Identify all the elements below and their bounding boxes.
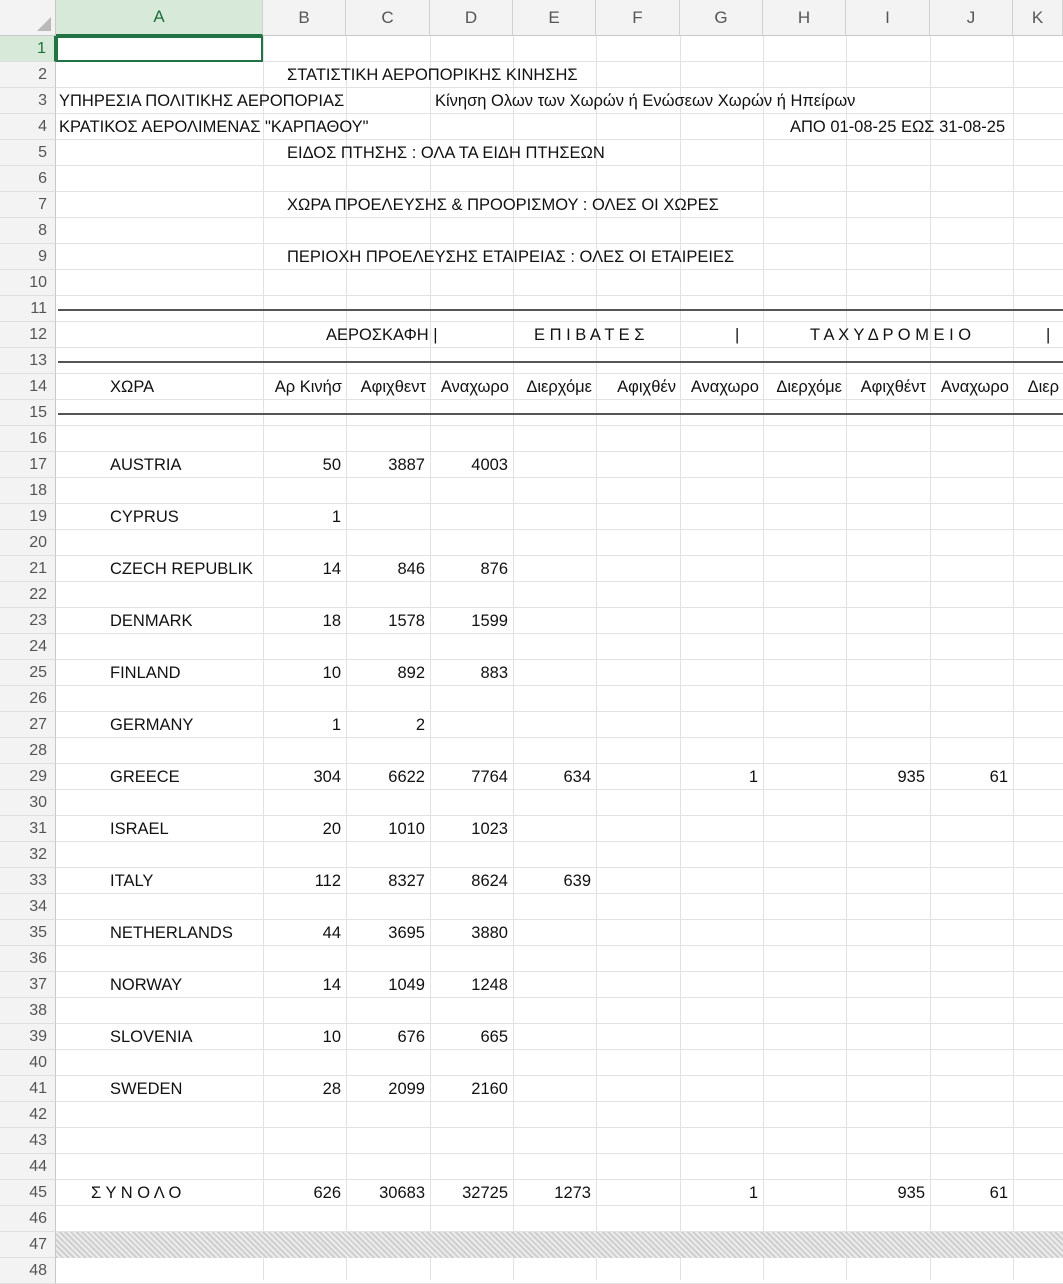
country-cell: ITALY bbox=[110, 872, 154, 890]
value-cell-d: 7764 bbox=[471, 768, 508, 786]
column-gridline bbox=[680, 36, 681, 1280]
column-header-j[interactable]: J bbox=[930, 0, 1013, 36]
row-header-8[interactable]: 8 bbox=[0, 218, 56, 244]
column-header-a[interactable]: A bbox=[56, 0, 263, 36]
column-header-g[interactable]: G bbox=[680, 0, 763, 36]
total-cell-g: 1 bbox=[748, 1184, 758, 1202]
value-cell-b: 10 bbox=[322, 664, 341, 682]
row-header-37[interactable]: 37 bbox=[0, 972, 56, 998]
column-gridline bbox=[513, 36, 514, 1280]
row-header-14[interactable]: 14 bbox=[0, 374, 56, 400]
value-cell-d: 4003 bbox=[471, 456, 508, 474]
group-mail: Τ Α Χ Υ Δ Ρ Ο Μ Ε Ι Ο bbox=[810, 326, 972, 344]
report-title: ΣΤΑΤΙΣΤΙΚΗ ΑΕΡΟΠΟΡΙΚΗΣ ΚΙΝΗΣΗΣ bbox=[287, 66, 578, 84]
value-cell-c: 2099 bbox=[388, 1080, 425, 1098]
country-filter: ΧΩΡΑ ΠΡΟΕΛΕΥΣΗΣ & ΠΡΟΟΡΙΣΜΟΥ : ΟΛΕΣ ΟΙ ΧΩΡΕΣ bbox=[287, 196, 719, 214]
country-cell: AUSTRIA bbox=[110, 456, 182, 474]
row-header-38[interactable]: 38 bbox=[0, 998, 56, 1024]
value-cell-b: 28 bbox=[322, 1080, 341, 1098]
row-header-17[interactable]: 17 bbox=[0, 452, 56, 478]
column-header-i[interactable]: I bbox=[846, 0, 930, 36]
select-all-corner[interactable] bbox=[0, 0, 56, 36]
country-cell: DENMARK bbox=[110, 612, 193, 630]
row-header-47[interactable]: 47 bbox=[0, 1232, 56, 1258]
country-cell: ISRAEL bbox=[110, 820, 169, 838]
value-cell-b: 44 bbox=[322, 924, 341, 942]
value-cell-c: 8327 bbox=[388, 872, 425, 890]
value-cell-b: 304 bbox=[313, 768, 341, 786]
row-header-13[interactable]: 13 bbox=[0, 348, 56, 374]
value-cell-b: 50 bbox=[322, 456, 341, 474]
date-range: ΑΠΟ 01-08-25 ΕΩΣ 31-08-25 bbox=[790, 118, 1006, 136]
row-header-16[interactable]: 16 bbox=[0, 426, 56, 452]
header-j: Αναχωρο bbox=[940, 378, 1009, 396]
country-cell: SLOVENIA bbox=[110, 1028, 193, 1046]
column-gridline bbox=[596, 36, 597, 1280]
country-cell: SWEDEN bbox=[110, 1080, 183, 1098]
value-cell-c: 1049 bbox=[388, 976, 425, 994]
row-header-7[interactable]: 7 bbox=[0, 192, 56, 218]
country-cell: NORWAY bbox=[110, 976, 183, 994]
row-header-4[interactable]: 4 bbox=[0, 114, 56, 140]
value-cell-c: 2 bbox=[415, 716, 425, 734]
row-header-3[interactable]: 3 bbox=[0, 88, 56, 114]
value-cell-b: 18 bbox=[322, 612, 341, 630]
value-cell-d: 1248 bbox=[471, 976, 508, 994]
value-cell-d: 1599 bbox=[471, 612, 508, 630]
row-header-19[interactable]: 19 bbox=[0, 504, 56, 530]
value-cell-d: 2160 bbox=[471, 1080, 508, 1098]
column-header-f[interactable]: F bbox=[596, 0, 680, 36]
row-header-2[interactable]: 2 bbox=[0, 62, 56, 88]
row-header-33[interactable]: 33 bbox=[0, 868, 56, 894]
country-cell: GERMANY bbox=[110, 716, 194, 734]
row-header-35[interactable]: 35 bbox=[0, 920, 56, 946]
header-e: Διερχόμε bbox=[526, 378, 592, 396]
total-cell-j: 61 bbox=[989, 1184, 1008, 1202]
value-cell-d: 8624 bbox=[471, 872, 508, 890]
separator-line bbox=[58, 400, 1063, 426]
total-cell-c: 30683 bbox=[379, 1184, 425, 1202]
hatched-row bbox=[56, 1232, 1063, 1258]
group-separator: | bbox=[1046, 326, 1051, 344]
row-header-24[interactable]: 24 bbox=[0, 634, 56, 660]
column-gridline bbox=[930, 36, 931, 1280]
value-cell-b: 14 bbox=[322, 560, 341, 578]
row-header-40[interactable]: 40 bbox=[0, 1050, 56, 1076]
row-header-23[interactable]: 23 bbox=[0, 608, 56, 634]
column-gridline bbox=[763, 36, 764, 1280]
header-c: Αφιχθεντ bbox=[360, 378, 426, 396]
row-gridline bbox=[56, 1127, 1063, 1128]
value-cell-c: 6622 bbox=[388, 768, 425, 786]
service-name: ΥΠΗΡΕΣΙΑ ΠΟΛΙΤΙΚΗΣ ΑΕΡΟΠΟΡΙΑΣ bbox=[59, 92, 345, 110]
row-header-21[interactable]: 21 bbox=[0, 556, 56, 582]
value-cell-c: 1578 bbox=[388, 612, 425, 630]
value-cell-b: 112 bbox=[314, 872, 341, 890]
cell-grid[interactable] bbox=[56, 36, 1063, 1280]
value-cell-d: 883 bbox=[480, 664, 508, 682]
row-header-43[interactable]: 43 bbox=[0, 1128, 56, 1154]
row-header-22[interactable]: 22 bbox=[0, 582, 56, 608]
total-cell-e: 1273 bbox=[554, 1184, 591, 1202]
value-cell-c: 3695 bbox=[388, 924, 425, 942]
row-header-6[interactable]: 6 bbox=[0, 166, 56, 192]
group-passengers: Ε Π Ι Β Α Τ Ε Σ bbox=[534, 326, 645, 344]
row-header-12[interactable]: 12 bbox=[0, 322, 56, 348]
row-header-5[interactable]: 5 bbox=[0, 140, 56, 166]
flight-type: ΕΙΔΟΣ ΠΤΗΣΗΣ : ΟΛΑ ΤΑ ΕΙΔΗ ΠΤΗΣΕΩΝ bbox=[287, 144, 605, 162]
row-header-44[interactable]: 44 bbox=[0, 1154, 56, 1180]
value-cell-j: 61 bbox=[989, 768, 1008, 786]
header-k: Διερ bbox=[1027, 378, 1059, 396]
country-cell: CZECH REPUBLIK bbox=[110, 560, 254, 578]
row-header-15[interactable]: 15 bbox=[0, 400, 56, 426]
row-header-39[interactable]: 39 bbox=[0, 1024, 56, 1050]
row-header-10[interactable]: 10 bbox=[0, 270, 56, 296]
column-header-h[interactable]: H bbox=[763, 0, 846, 36]
row-header-26[interactable]: 26 bbox=[0, 686, 56, 712]
separator-line bbox=[58, 348, 1063, 374]
total-cell-i: 935 bbox=[897, 1184, 925, 1202]
value-cell-c: 676 bbox=[397, 1028, 425, 1046]
airport-name: ΚΡΑΤΙΚΟΣ ΑΕΡΟΛΙΜΕΝΑΣ "ΚΑΡΠΑΘΟΥ" bbox=[59, 118, 369, 136]
value-cell-c: 846 bbox=[397, 560, 425, 578]
country-cell: GREECE bbox=[110, 768, 180, 786]
row-header-45[interactable]: 45 bbox=[0, 1180, 56, 1206]
row-header-30[interactable]: 30 bbox=[0, 790, 56, 816]
row-header-34[interactable]: 34 bbox=[0, 894, 56, 920]
value-cell-i: 935 bbox=[897, 768, 925, 786]
row-header-1[interactable]: 1 bbox=[0, 36, 56, 62]
total-cell-d: 32725 bbox=[462, 1184, 508, 1202]
column-gridline bbox=[1013, 36, 1014, 1280]
total-label: Σ Υ Ν Ο Λ Ο bbox=[91, 1184, 182, 1202]
country-cell: NETHERLANDS bbox=[110, 924, 233, 942]
row-header-27[interactable]: 27 bbox=[0, 712, 56, 738]
row-header-32[interactable]: 32 bbox=[0, 842, 56, 868]
column-header-d[interactable]: D bbox=[430, 0, 513, 36]
separator-line bbox=[58, 296, 1063, 322]
value-cell-b: 20 bbox=[322, 820, 341, 838]
value-cell-b: 14 bbox=[322, 976, 341, 994]
value-cell-d: 665 bbox=[480, 1028, 508, 1046]
row-header-46[interactable]: 46 bbox=[0, 1206, 56, 1232]
row-header-29[interactable]: 29 bbox=[0, 764, 56, 790]
value-cell-c: 892 bbox=[397, 664, 425, 682]
value-cell-d: 3880 bbox=[471, 924, 508, 942]
row-header-41[interactable]: 41 bbox=[0, 1076, 56, 1102]
column-header-e[interactable]: E bbox=[513, 0, 596, 36]
row-header-11[interactable]: 11 bbox=[0, 296, 56, 322]
row-header-28[interactable]: 28 bbox=[0, 738, 56, 764]
row-header-48[interactable]: 48 bbox=[0, 1258, 56, 1284]
value-cell-b: 10 bbox=[322, 1028, 341, 1046]
row-header-18[interactable]: 18 bbox=[0, 478, 56, 504]
row-header-9[interactable]: 9 bbox=[0, 244, 56, 270]
row-header-42[interactable]: 42 bbox=[0, 1102, 56, 1128]
row-header-25[interactable]: 25 bbox=[0, 660, 56, 686]
row-header-36[interactable]: 36 bbox=[0, 946, 56, 972]
header-d: Αναχωρο bbox=[440, 378, 509, 396]
country-cell: FINLAND bbox=[110, 664, 181, 682]
value-cell-d: 1023 bbox=[471, 820, 508, 838]
row-header-31[interactable]: 31 bbox=[0, 816, 56, 842]
value-cell-c: 3887 bbox=[388, 456, 425, 474]
value-cell-g: 1 bbox=[748, 768, 758, 786]
country-cell: CYPRUS bbox=[110, 508, 179, 526]
header-g: Αναχωρο bbox=[690, 378, 759, 396]
header-f: Αφιχθέν bbox=[617, 378, 676, 396]
value-cell-b: 1 bbox=[331, 716, 341, 734]
header-b: Αρ Κινήσ bbox=[274, 378, 342, 396]
column-gridline bbox=[846, 36, 847, 1280]
total-cell-b: 626 bbox=[313, 1184, 341, 1202]
select-all-icon bbox=[37, 17, 51, 31]
value-cell-d: 876 bbox=[480, 560, 508, 578]
value-cell-c: 1010 bbox=[388, 820, 425, 838]
column-header-k[interactable]: K bbox=[1013, 0, 1063, 36]
column-header-b[interactable]: B bbox=[263, 0, 346, 36]
row-header-20[interactable]: 20 bbox=[0, 530, 56, 556]
header-country: ΧΩΡΑ bbox=[110, 378, 155, 396]
group-separator: | bbox=[735, 326, 740, 344]
value-cell-e: 639 bbox=[563, 872, 591, 890]
header-i: Αφιχθέντ bbox=[860, 378, 926, 396]
movement-scope: Κίνηση Ολων των Χωρών ή Ενώσεων Χωρών ή Ηπείρων bbox=[435, 92, 856, 110]
selected-cell-a1[interactable] bbox=[56, 36, 263, 62]
row-gridline bbox=[56, 1153, 1063, 1154]
value-cell-e: 634 bbox=[563, 768, 591, 786]
column-header-c[interactable]: C bbox=[346, 0, 430, 36]
company-filter: ΠΕΡΙΟΧΗ ΠΡΟΕΛΕΥΣΗΣ ΕΤΑΙΡΕΙΑΣ : ΟΛΕΣ ΟΙ ΕΤΑΙΡΕΙΕΣ bbox=[287, 248, 735, 266]
value-cell-b: 1 bbox=[331, 508, 341, 526]
group-aircraft: ΑΕΡΟΣΚΑΦΗ | bbox=[326, 326, 438, 344]
header-h: Διερχόμε bbox=[776, 378, 842, 396]
